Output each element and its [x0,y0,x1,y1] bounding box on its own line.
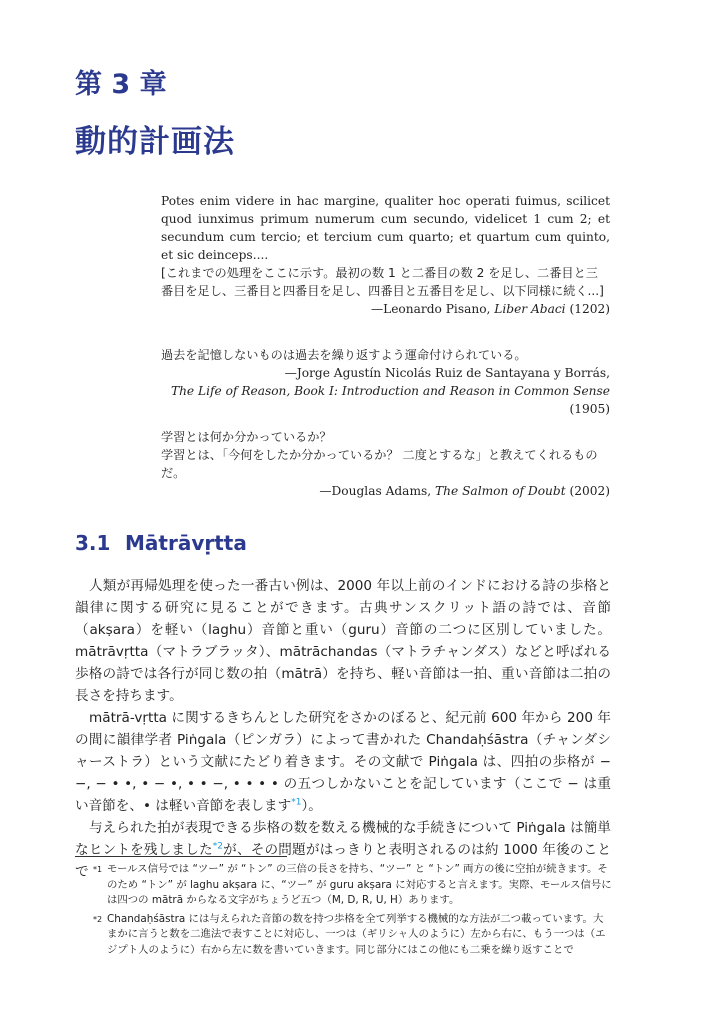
footnote-1 [93,862,613,909]
section-number: 3.1 [75,531,111,555]
epigraph-work: The Life of Reason, Book I: Introduction and Reason in Common Sense [170,384,610,398]
footnote-mark: *2 [93,914,103,924]
epigraph-translation: [これまでの処理をここに示す。最初の数 1 と二番目の数 2 を足し、二番目と三番目を足し、三番目と四番目を足し、四番目と五番目を足し、以下同様に続く...] [161,266,604,298]
epigraph-pisano [161,192,610,318]
footnote-text: Chandaḥśāstra には与えられた音節の数を持つ歩格を全て列挙する機械的な方法が二つ載っています。大まかに言うと数を二進法で表すことに対応し、一つは（ギリシャ人のように）左から右に、もう一つは（エジプト人のように）右から左に数を書いていきます。同じ部分にはこの他にも二乗を繰り返すことで [107,912,606,956]
epigraph-santayana [161,346,610,418]
epigraph-line: 学習とは何か分かっているか？ [161,430,332,444]
footnotes [93,862,613,961]
chapter-label: 第 3 章 [75,69,167,100]
epigraph-adams [161,428,610,500]
epigraph-year: (1905) [569,402,610,416]
epigraph-attribution [161,482,610,500]
epigraph-year: (1202) [569,302,610,316]
footnote-ref-1[interactable]: *1 [291,797,302,808]
paragraph: 人類が再帰処理を使った一番古い例は、2000 年以上前のインドにおける詩の歩格と韻律に関する研究に見ることができます。古典サンスクリット語の詩では、音節（akṣara）を軽い（laghu）音節と重い（guru）音節の二つに区別していました。mātrāvṛtta（マトラブラッタ）、mātrāchandas（マトラチャンダス）などと呼ばれる歩格の詩では各行が同じ数の拍（mātrā）を持ち、軽い音節は一拍、重い音節は二拍の長さを持ちます。 [75,578,611,704]
paragraph-text-end: ）。 [301,798,322,814]
body-text [75,575,611,883]
epigraph-author: —Leonardo Pisano, [370,302,491,316]
epigraph-text: 過去を記憶しないものは過去を繰り返すよう運命付けられている。 [161,348,527,362]
epigraph-attribution [161,300,610,318]
epigraph-author: —Jorge Agustín Nicolás Ruiz de Santayana y Borrás, [284,366,610,380]
section-title: Mātrāvṛtta [125,531,247,555]
paragraph-text: 与えられた拍が表現できる歩格の数を数える機械的な手続きについて Piṅgala は簡単なヒントを残しました [75,820,611,858]
epigraph-attribution [161,382,610,418]
epigraph-year: (2002) [569,484,610,498]
epigraph-line: 学習とは、「今何をしたか分かっているか？ 二度とするな」と教えてくれるものだ。 [161,448,598,480]
epigraph-work: Liber Abaci [494,302,566,316]
footnote-text: モールス信号では “ツー” が “トン” の三倍の長さを持ち、“ツー” と “トン” 両方の後に空拍が続きます。そのため “トン” が laghu akṣara に、“ツー” が guru akṣara に対応すると言えます。実際、モールス信号には四つの mātrā からなる文字がちょうど五つ（M, D, R, U, H）あります。 [107,863,612,906]
footnote-mark: *1 [93,865,103,874]
paragraph-text: mātrā-vṛtta に関するきちんとした研究をさかのぼると、紀元前 600 年から 200 年の間に韻律学者 Piṅgala（ピンガラ）によって書かれた Chandaḥśāstra（チャンダシャーストラ）という文献にたどり着きます。その文献で Piṅgala は、四拍の歩格が − −, − • •, • − •, • • −, • • • • の五つしかないことを記しています（ここで − は重い音節を、• は軽い音節を表します [75,710,611,814]
chapter-title: 動的計画法 [75,124,235,160]
paragraph [75,707,611,817]
paragraph-text-cont: が、その問題がはっきりと表明されるのは約 1000 年後のことで [75,842,611,880]
footnote-2 [93,912,613,959]
epigraph-latin-text: Potes enim videre in hac margine, qualiter hoc operati fuimus, scilicet quod iunximus primum numerum cum secundo, videlicet 1 cum 2; et secundum cum tercio; et tercium cum quarto; et quartum cum quinto, et sic deinceps.... [161,194,610,262]
footnote-divider [75,856,287,857]
footnote-ref-2[interactable]: *2 [212,841,223,852]
section-heading [75,531,247,555]
epigraph-work: The Salmon of Doubt [435,484,566,498]
epigraph-author: —Douglas Adams, [319,484,432,498]
